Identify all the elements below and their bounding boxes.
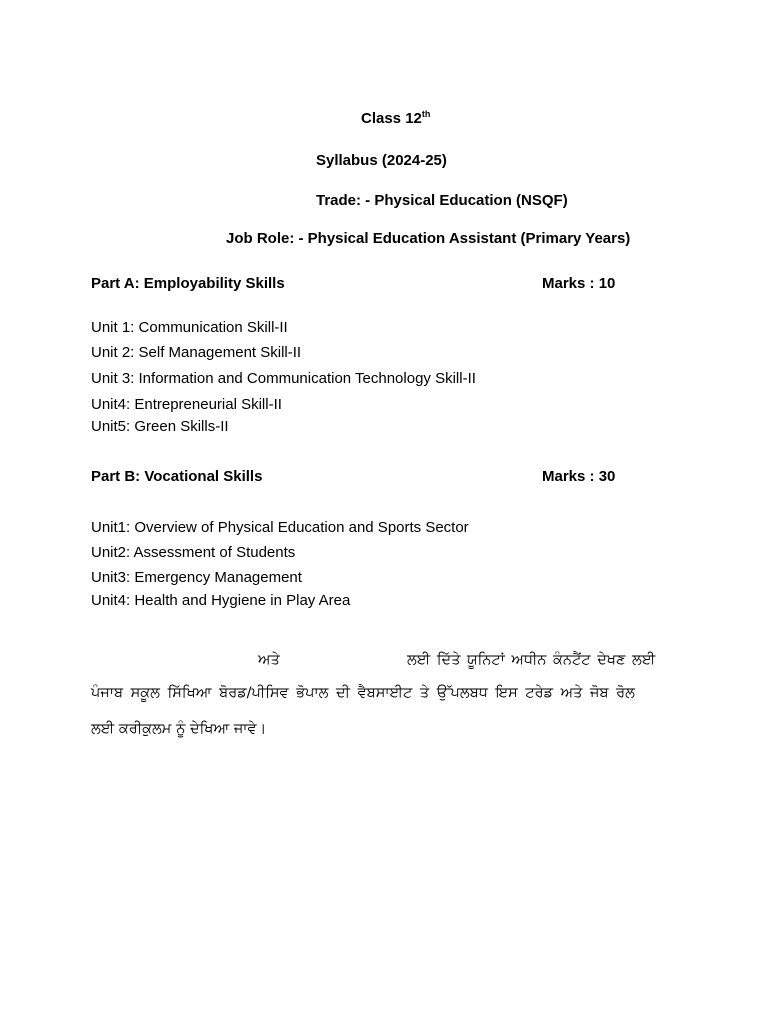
part-b-unit-3: Unit3: Emergency Management — [91, 569, 302, 586]
note-line-3: ਲਈ ਕਰੀਕੁਲਮ ਨੂੰ ਦੇਖਿਆ ਜਾਵੇ। — [91, 721, 267, 737]
part-a-title: Part A: Employability Skills — [91, 275, 285, 292]
part-b-unit-4: Unit4: Health and Hygiene in Play Area — [91, 592, 351, 609]
part-b-marks: Marks : 30 — [542, 468, 616, 485]
class-label: Class 12 — [361, 110, 422, 127]
part-b-unit-1: Unit1: Overview of Physical Education and Sports Sector — [91, 519, 469, 536]
part-b-unit-2: Unit2: Assessment of Students — [91, 544, 296, 561]
trade-heading: Trade: - Physical Education (NSQF) — [316, 192, 568, 209]
note-line-1-word: ਅਤੇ — [258, 652, 280, 668]
part-a-unit-4: Unit4: Entrepreneurial Skill-II — [91, 396, 282, 413]
class-superscript: th — [421, 109, 431, 119]
part-a-unit-1: Unit 1: Communication Skill-II — [91, 319, 288, 336]
note-line-2: ਪੰਜਾਬ ਸਕੂਲ ਸਿੱਖਿਆ ਬੋਰਡ/ਪੀਸਿਵ ਭੋਪਾਲ ਦੀ ਵੈਬਸਾਈਟ ਤੇ ਉੱਪਲਬਧ ਇਸ ਟਰੇਡ ਅਤੇ ਜੋਬ ਰੋਲ — [91, 685, 635, 701]
part-b-title: Part B: Vocational Skills — [91, 468, 263, 485]
syllabus-heading: Syllabus (2024-25) — [316, 152, 447, 169]
class-heading — [361, 110, 430, 128]
part-a-unit-3: Unit 3: Information and Communication Technology Skill-II — [91, 370, 476, 387]
part-a-unit-2: Unit 2: Self Management Skill-II — [91, 344, 302, 361]
job-role-heading: Job Role: - Physical Education Assistant (Primary Years) — [226, 230, 631, 247]
part-a-marks: Marks : 10 — [542, 275, 616, 292]
note-line-1: ਲਈ ਦਿੱਤੇ ਯੂਨਿਟਾਂ ਅਧੀਨ ਕੰਨਟੈਂਟ ਦੇਖਣ ਲਈ — [407, 652, 656, 668]
part-a-unit-5: Unit5: Green Skills-II — [91, 418, 229, 435]
